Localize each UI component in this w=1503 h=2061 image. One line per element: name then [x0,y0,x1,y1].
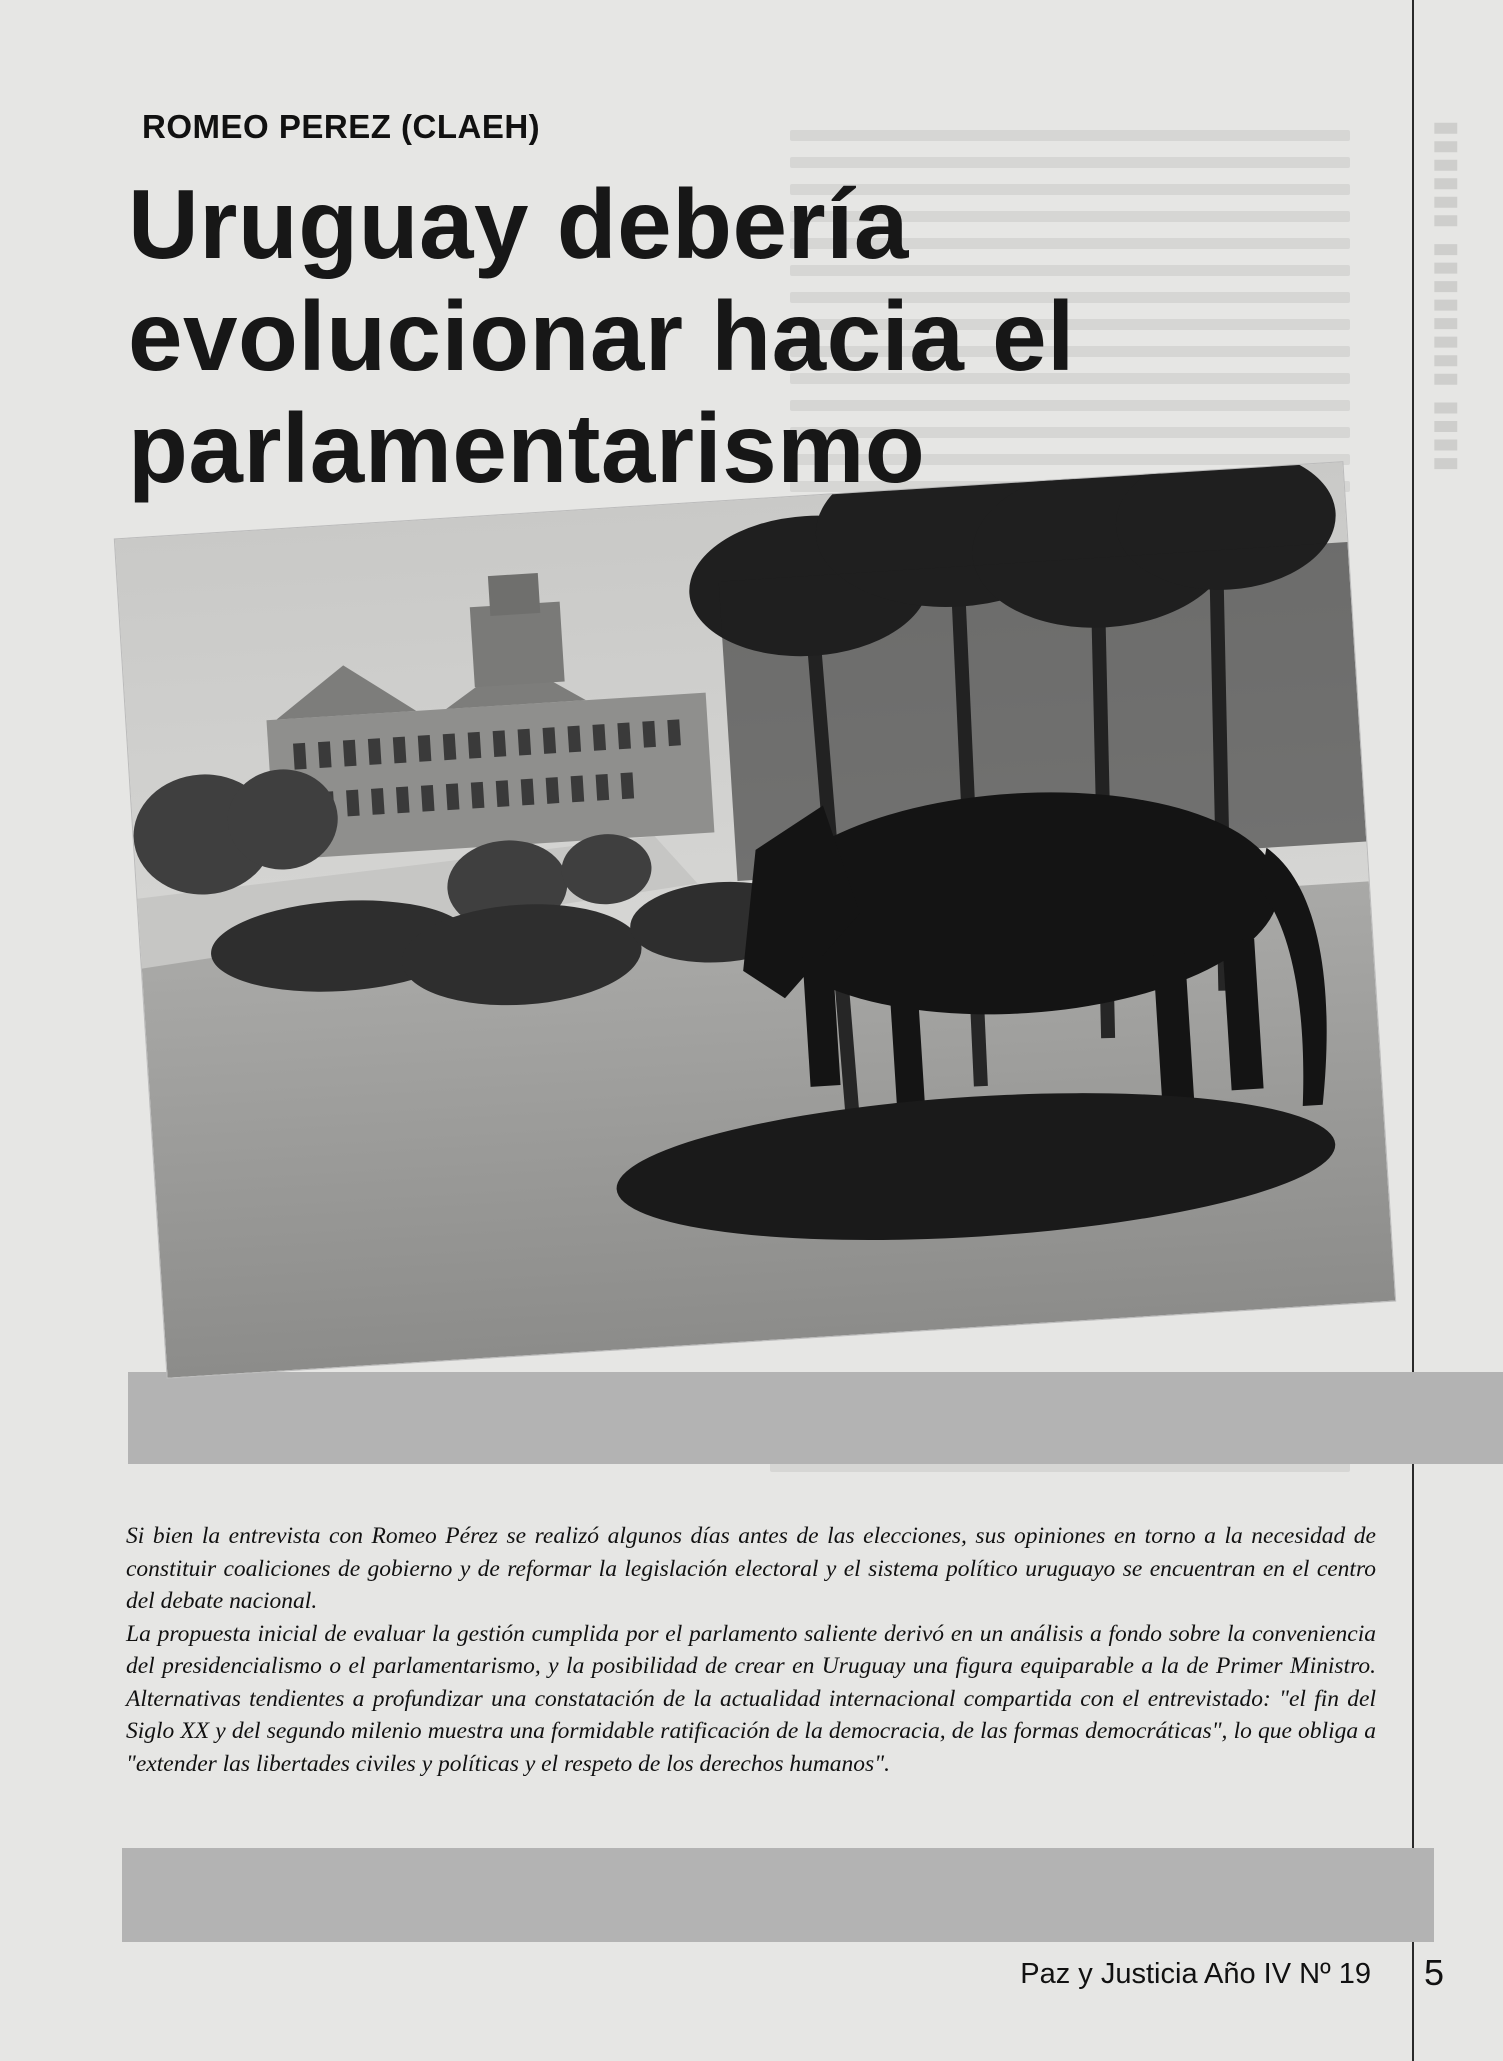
gray-band-top [128,1372,1503,1464]
bleed-through-side-label: ▮▮▮▮▮▮ ▮▮▮▮▮▮▮▮ ▮▮▮▮ [1431,120,1464,474]
column-rule [1412,0,1414,2061]
headline [128,168,1278,504]
headline-line-1: Uruguay debería [128,169,909,279]
intro-paragraph-2: La propuesta inicial de evaluar la gestión cumplida por el parlamento saliente derivó en un análisis a fondo sobre la conveniencia del presidencialismo o el parlamentarismo, y la posibilidad de crear en Uruguay una figura equiparable a la de Primer Ministro. Alternativas tendientes a profundizar una constatación de la actualidad internacional compartida con el entrevistado: "el fin del Siglo XX y del segundo milenio muestra una formidable ratificación de la democracia, de las formas democráticas", lo que obliga a "extender las libertades civiles y políticas y el respeto de los derechos humanos". [126,1620,1376,1777]
gray-band-bottom [122,1848,1434,1942]
headline-line-3: parlamentarismo [128,393,926,503]
photo-horse-parliament [115,462,1395,1378]
article-intro [126,1520,1376,1780]
photo-illustration [115,462,1395,1378]
publication-footer: Paz y Justicia Año IV Nº 19 [1020,1958,1371,1990]
headline-line-2: evolucionar hacia el [128,281,1075,391]
author-line: ROMEO PEREZ (CLAEH) [142,108,541,145]
page-number: 5 [1424,1952,1445,1993]
intro-paragraph-1: Si bien la entrevista con Romeo Pérez se realizó algunos días antes de las elecciones, sus opiniones en torno a la necesidad de constituir coaliciones de gobierno y de reformar la legislación electoral y el sistema político uruguayo se encuentran en el centro del debate nacional. [126,1523,1376,1614]
